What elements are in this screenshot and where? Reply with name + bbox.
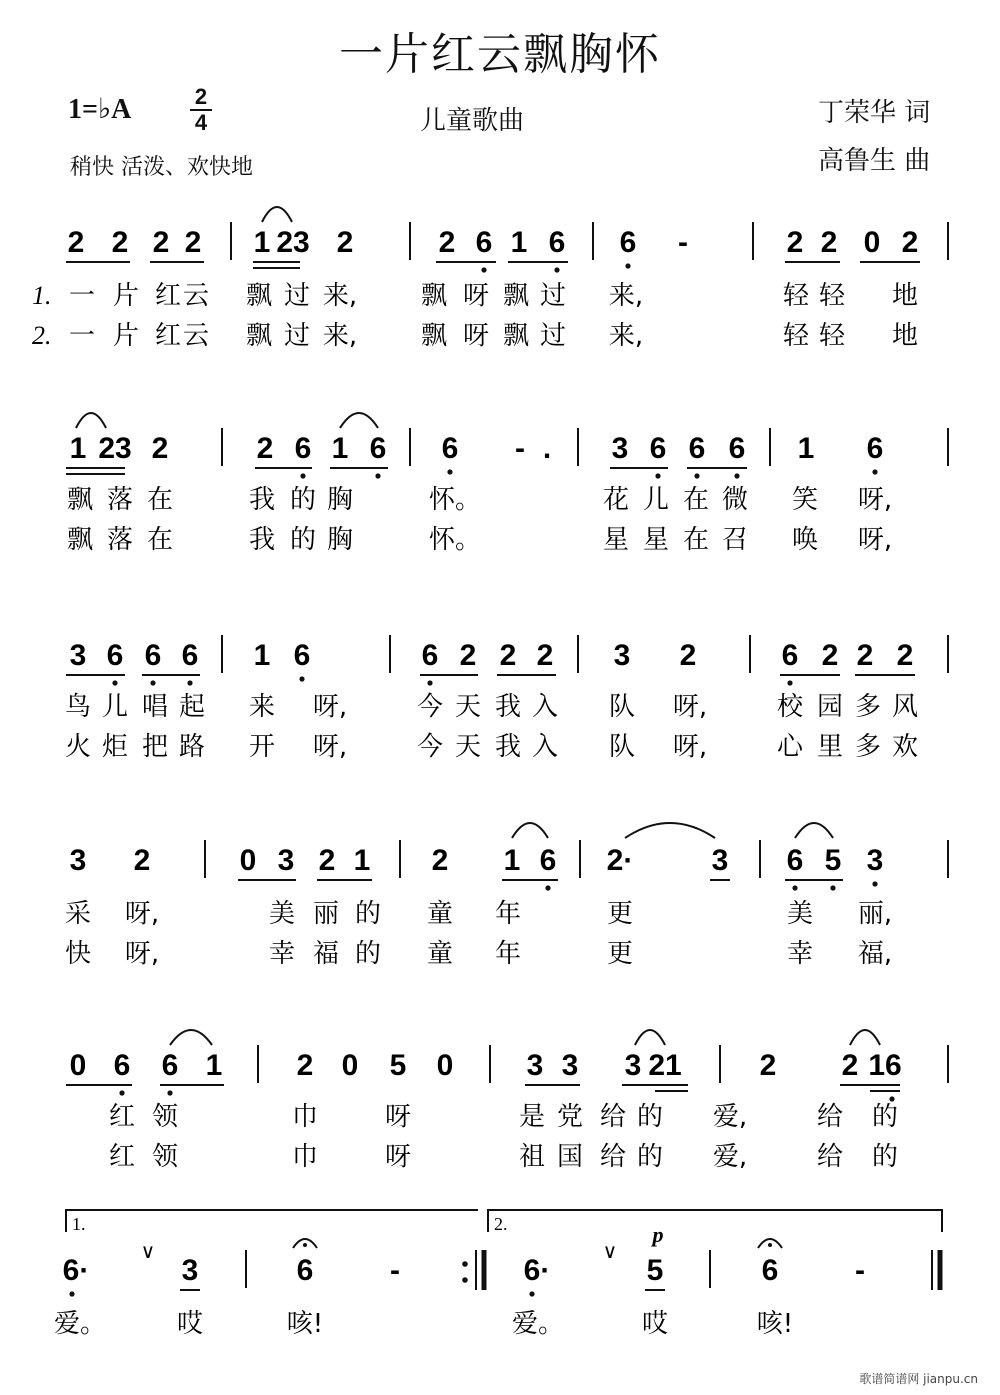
lyric-verse2: 在 <box>146 525 174 555</box>
note: 23 <box>98 432 132 465</box>
note: 6· <box>523 1254 551 1287</box>
lyric-verse2: 飘 <box>502 321 530 351</box>
note: 3 <box>613 639 631 672</box>
lyric-verse1: 风 <box>891 692 919 722</box>
fermata-dot <box>303 1243 307 1247</box>
lyric-verse2: 多 <box>854 732 882 762</box>
lyric-verse1: 来 <box>248 692 276 722</box>
lyric-verse2: 飘 <box>66 525 94 555</box>
slur <box>635 1030 665 1045</box>
lyric-verse1: 来, <box>322 281 358 311</box>
slur <box>170 1030 212 1045</box>
song-title: 一片红云飘胸怀 <box>339 29 661 80</box>
lyric-verse2: 召 <box>721 525 749 555</box>
slur <box>340 413 378 428</box>
octave-dot <box>872 469 877 474</box>
lyric-verse2: 飘 <box>245 321 273 351</box>
lyric-verse2: 福 <box>312 939 340 969</box>
lyric-verse2: 呀 <box>462 321 490 351</box>
lyric-verse1: 丽, <box>857 899 893 929</box>
note: 6· <box>62 1254 90 1287</box>
lyric-verse2: 今 <box>416 732 444 762</box>
lyric-verse2: 轻 <box>818 321 846 351</box>
octave-dot <box>69 1291 74 1296</box>
note: 2 <box>111 226 129 259</box>
octave-dot <box>427 680 432 685</box>
lyric-verse1: 爱。 <box>511 1309 565 1339</box>
tempo-marking: 稍快 活泼、欢快地 <box>70 155 253 180</box>
verse-number: 2. <box>32 321 52 350</box>
repeat-dot <box>462 1261 468 1267</box>
note: 2 <box>499 639 517 672</box>
lyric-verse1: 校 <box>776 692 804 722</box>
octave-dot <box>112 680 117 685</box>
lyric-verse1: 鸟 <box>64 692 92 722</box>
note: 6 <box>866 432 884 465</box>
note: 6 <box>475 226 493 259</box>
lyric-verse1: 的 <box>636 1102 664 1132</box>
lyric-verse2: 巾 <box>291 1142 319 1172</box>
note: 6 <box>728 432 746 465</box>
note: 2 <box>459 639 477 672</box>
note: 1 <box>353 844 371 877</box>
note: 6 <box>293 639 311 672</box>
lyric-verse1: 微 <box>721 485 749 515</box>
note: 2 <box>786 226 804 259</box>
lyric-verse1: 年 <box>494 899 522 929</box>
note: 0 <box>436 1049 454 1082</box>
lyric-verse1: 笑 <box>791 485 819 515</box>
lyric-verse2: 来, <box>322 321 358 351</box>
note: 3 <box>181 1254 199 1287</box>
volta-label: 2. <box>494 1214 508 1234</box>
volta-label: 1. <box>72 1214 86 1234</box>
note: 2 <box>896 639 914 672</box>
note: 0 <box>239 844 257 877</box>
note: 2 <box>67 226 85 259</box>
note: 2 <box>296 1049 314 1082</box>
note: - <box>855 1254 865 1287</box>
lyric-verse2: 欢 <box>891 732 919 762</box>
note: 2 <box>679 639 697 672</box>
lyric-verse1: 美 <box>268 899 296 929</box>
note: 1 <box>797 432 815 465</box>
note: 6 <box>688 432 706 465</box>
lyric-verse2: 一 <box>68 321 96 351</box>
lyric-verse1: 轻 <box>818 281 846 311</box>
lyric-verse1: 爱, <box>712 1102 748 1132</box>
lyric-verse2: 呀, <box>124 939 160 969</box>
octave-dot <box>481 267 486 272</box>
octave-dot <box>889 1096 894 1101</box>
octave-dot <box>545 885 550 890</box>
note: 3 <box>69 639 87 672</box>
note: 1 <box>253 639 271 672</box>
note: 6 <box>144 639 162 672</box>
lyric-verse2: 来, <box>608 321 644 351</box>
lyric-verse1: 怀。 <box>428 485 482 515</box>
lyric-verse2: 年 <box>494 939 522 969</box>
verse-number: 1. <box>32 281 52 310</box>
breath-mark: ∨ <box>140 1239 156 1263</box>
lyric-verse1: 童 <box>426 899 454 929</box>
lyric-verse1: 呀, <box>124 899 160 929</box>
lyric-verse1: 飘 <box>420 281 448 311</box>
lyric-verse1: 飘 <box>245 281 273 311</box>
lyric-verse1: 儿 <box>101 692 129 722</box>
lyric-verse2: 幸 <box>786 939 814 969</box>
note: - <box>515 432 525 465</box>
octave-dot <box>734 473 739 478</box>
lyric-verse2: 过 <box>539 321 567 351</box>
lyric-verse2: 红 <box>108 1142 136 1172</box>
note: 3 <box>526 1049 544 1082</box>
note: 5 <box>824 844 842 877</box>
time-sig-top: 2 <box>194 84 208 109</box>
note: 6 <box>539 844 557 877</box>
lyric-verse2: 过 <box>283 321 311 351</box>
lyric-verse1: 飘 <box>66 485 94 515</box>
lyric-verse2: 我 <box>494 732 522 762</box>
lyric-verse1: 来, <box>608 281 644 311</box>
lyric-verse2: 呀, <box>857 525 893 555</box>
note: 0 <box>863 226 881 259</box>
lyric-verse1: 咳! <box>756 1309 794 1339</box>
lyric-verse2: 落 <box>106 525 134 555</box>
lyric-verse1: 我 <box>248 485 276 515</box>
octave-dot <box>375 473 380 478</box>
octave-dot <box>830 885 835 890</box>
note: 2 <box>151 432 169 465</box>
note: 1 <box>331 432 349 465</box>
lyric-verse1: 爱。 <box>53 1309 107 1339</box>
lyric-verse1: 红 <box>154 281 182 311</box>
lyric-verse1: 入 <box>531 692 559 722</box>
note: 2 <box>901 226 919 259</box>
note: 2 <box>856 639 874 672</box>
note: 23 <box>276 226 310 259</box>
lyric-verse1: 呀, <box>857 485 893 515</box>
lyric-verse1: 轻 <box>782 281 810 311</box>
note: 6 <box>113 1049 131 1082</box>
octave-dot <box>447 469 452 474</box>
lyric-verse1: 过 <box>283 281 311 311</box>
lyric-verse2: 入 <box>531 732 559 762</box>
note: 3 <box>624 1049 642 1082</box>
note: 6 <box>161 1049 179 1082</box>
note: 2 <box>438 226 456 259</box>
note: 0 <box>341 1049 359 1082</box>
note: 1 <box>69 432 87 465</box>
lyric-verse1: 唱 <box>141 692 169 722</box>
octave-dot <box>694 473 699 478</box>
lyric-verse1: 呀, <box>312 692 348 722</box>
note: 5 <box>389 1049 407 1082</box>
lyric-verse2: 幸 <box>268 939 296 969</box>
note: 6 <box>441 432 459 465</box>
lyric-verse2: 呀, <box>672 732 708 762</box>
volta-bracket <box>488 1210 942 1232</box>
octave-dot <box>150 680 155 685</box>
lyric-verse2: 快 <box>64 939 92 969</box>
lyric-verse1: 红 <box>108 1102 136 1132</box>
note: 0 <box>69 1049 87 1082</box>
lyric-verse2: 呀 <box>384 1142 412 1172</box>
lyric-verse1: 给 <box>599 1102 627 1132</box>
lyric-verse2: 地 <box>891 321 919 351</box>
lyric-verse2: 轻 <box>782 321 810 351</box>
lyric-verse1: 党 <box>556 1102 584 1132</box>
lyric-verse1: 多 <box>854 692 882 722</box>
note: 6 <box>786 844 804 877</box>
note: 2 <box>820 226 838 259</box>
lyric-verse1: 采 <box>64 899 92 929</box>
octave-dot <box>872 881 877 886</box>
lyric-verse1: 巾 <box>291 1102 319 1132</box>
slur <box>262 207 292 222</box>
note: 6 <box>649 432 667 465</box>
note: 1 <box>205 1049 223 1082</box>
fermata-dot <box>768 1243 772 1247</box>
octave-dot <box>787 680 792 685</box>
lyric-verse2: 更 <box>606 939 634 969</box>
lyric-verse2: 队 <box>608 732 636 762</box>
repeat-dot <box>462 1277 468 1283</box>
lyric-verse2: 福, <box>857 939 893 969</box>
note: 3 <box>277 844 295 877</box>
note: 6 <box>761 1254 779 1287</box>
lyric-verse2: 的 <box>354 939 382 969</box>
note: 2 <box>133 844 151 877</box>
lyric-verse2: 祖 <box>518 1142 546 1172</box>
lyric-verse2: 怀。 <box>428 525 482 555</box>
lyric-verse1: 呀 <box>462 281 490 311</box>
lyric-verse1: 天 <box>454 692 482 722</box>
lyric-verse1: 的 <box>871 1102 899 1132</box>
note: 2 <box>821 639 839 672</box>
lyric-verse2: 的 <box>289 525 317 555</box>
lyric-verse1: 哎 <box>176 1309 204 1339</box>
octave-dot <box>299 676 304 681</box>
lyric-verse2: 里 <box>816 732 844 762</box>
note: 2 <box>318 844 336 877</box>
note: 6 <box>294 432 312 465</box>
key-signature: 1=♭A <box>68 94 132 125</box>
lyric-verse2: 飘 <box>420 321 448 351</box>
note: 3 <box>561 1049 579 1082</box>
octave-dot <box>792 885 797 890</box>
lyric-verse2: 爱, <box>712 1142 748 1172</box>
octave-dot <box>167 1090 172 1095</box>
slur <box>850 1030 880 1045</box>
lyric-verse1: 胸 <box>326 485 354 515</box>
lyric-verse2: 呀, <box>312 732 348 762</box>
note: 6 <box>548 226 566 259</box>
lyric-verse1: 哎 <box>641 1309 669 1339</box>
octave-dot <box>554 267 559 272</box>
lyric-verse2: 火 <box>64 732 92 762</box>
lyric-verse1: 一 <box>68 281 96 311</box>
note: 2 <box>336 226 354 259</box>
octave-dot <box>187 680 192 685</box>
lyric-verse1: 给 <box>816 1102 844 1132</box>
note: - <box>390 1254 400 1287</box>
lyric-verse2: 唤 <box>791 525 819 555</box>
note: 2 <box>431 844 449 877</box>
lyric-verse2: 在 <box>682 525 710 555</box>
note: 2 <box>152 226 170 259</box>
lyric-verse1: 是 <box>518 1102 546 1132</box>
time-sig-bottom: 4 <box>194 110 208 135</box>
lyric-verse1: 领 <box>151 1102 179 1132</box>
composer-credit: 高鲁生 曲 <box>818 146 931 176</box>
lyric-verse2: 我 <box>248 525 276 555</box>
note: 3 <box>711 844 729 877</box>
note: 3 <box>69 844 87 877</box>
note: 2 <box>536 639 554 672</box>
lyric-verse2: 领 <box>151 1142 179 1172</box>
lyric-verse1: 过 <box>539 281 567 311</box>
note: 1 <box>503 844 521 877</box>
lyric-verse1: 更 <box>606 899 634 929</box>
note: - <box>678 226 688 259</box>
lyric-verse1: 美 <box>786 899 814 929</box>
lyric-verse2: 炬 <box>101 732 129 762</box>
lyric-verse2: 心 <box>776 732 804 762</box>
note: 6 <box>369 432 387 465</box>
octave-dot <box>529 1291 534 1296</box>
genre-label: 儿童歌曲 <box>420 106 525 136</box>
lyric-verse2: 国 <box>556 1142 584 1172</box>
slur <box>512 823 548 838</box>
note: 5 <box>646 1254 664 1287</box>
lyric-verse1: 的 <box>354 899 382 929</box>
note: 1 <box>510 226 528 259</box>
note: 3 <box>866 844 884 877</box>
octave-dot <box>655 473 660 478</box>
dynamic-marking: p <box>652 1222 664 1247</box>
note: 3 <box>611 432 629 465</box>
lyricist-credit: 丁荣华 词 <box>818 98 931 128</box>
lyric-verse1: 在 <box>146 485 174 515</box>
note: 6 <box>619 226 637 259</box>
lyric-verse1: 今 <box>416 692 444 722</box>
lyric-verse1: 在 <box>682 485 710 515</box>
lyric-verse2: 把 <box>141 732 169 762</box>
octave-dot <box>625 263 630 268</box>
note: 6 <box>181 639 199 672</box>
slur <box>76 413 106 428</box>
lyric-verse2: 给 <box>816 1142 844 1172</box>
lyric-verse1: 儿 <box>642 485 670 515</box>
note: 21 <box>648 1049 682 1082</box>
breath-mark: ∨ <box>602 1239 618 1263</box>
slur <box>795 823 833 838</box>
lyric-verse1: 片 <box>112 281 140 311</box>
lyric-verse1: 丽 <box>312 899 340 929</box>
lyric-verse1: 花 <box>602 485 630 515</box>
lyric-verse1: 云 <box>182 281 210 311</box>
lyric-verse1: 园 <box>816 692 844 722</box>
lyric-verse1: 起 <box>178 692 206 722</box>
lyric-verse2: 路 <box>178 732 206 762</box>
lyric-verse2: 给 <box>599 1142 627 1172</box>
lyric-verse2: 开 <box>248 732 276 762</box>
note: 2 <box>759 1049 777 1082</box>
note: 2 <box>184 226 202 259</box>
lyric-verse1: 咳! <box>286 1309 324 1339</box>
lyric-verse1: 落 <box>106 485 134 515</box>
note: 16 <box>868 1049 902 1082</box>
lyric-verse2: 胸 <box>326 525 354 555</box>
note: 2· <box>606 844 634 877</box>
lyric-verse1: 的 <box>289 485 317 515</box>
octave-dot <box>300 473 305 478</box>
lyric-verse2: 星 <box>642 525 670 555</box>
note: 6 <box>421 639 439 672</box>
note: 6 <box>106 639 124 672</box>
lyric-verse2: 云 <box>182 321 210 351</box>
lyric-verse1: 我 <box>494 692 522 722</box>
note: 6 <box>781 639 799 672</box>
lyric-verse2: 的 <box>636 1142 664 1172</box>
lyric-verse2: 星 <box>602 525 630 555</box>
lyric-verse2: 天 <box>454 732 482 762</box>
slur <box>625 823 715 838</box>
note: . <box>542 432 552 465</box>
note: 2 <box>841 1049 859 1082</box>
lyric-verse2: 红 <box>154 321 182 351</box>
lyric-verse1: 地 <box>891 281 919 311</box>
lyric-verse1: 呀 <box>384 1102 412 1132</box>
lyric-verse2: 片 <box>112 321 140 351</box>
lyric-verse1: 飘 <box>502 281 530 311</box>
lyric-verse1: 队 <box>608 692 636 722</box>
volta-bracket <box>66 1210 478 1232</box>
lyric-verse2: 的 <box>871 1142 899 1172</box>
note: 1 <box>253 226 271 259</box>
lyric-verse2: 童 <box>426 939 454 969</box>
lyric-verse1: 呀, <box>672 692 708 722</box>
note: 2 <box>256 432 274 465</box>
watermark: 歌谱简谱网 jianpu.cn <box>859 1372 978 1386</box>
octave-dot <box>119 1090 124 1095</box>
note: 6 <box>296 1254 314 1287</box>
